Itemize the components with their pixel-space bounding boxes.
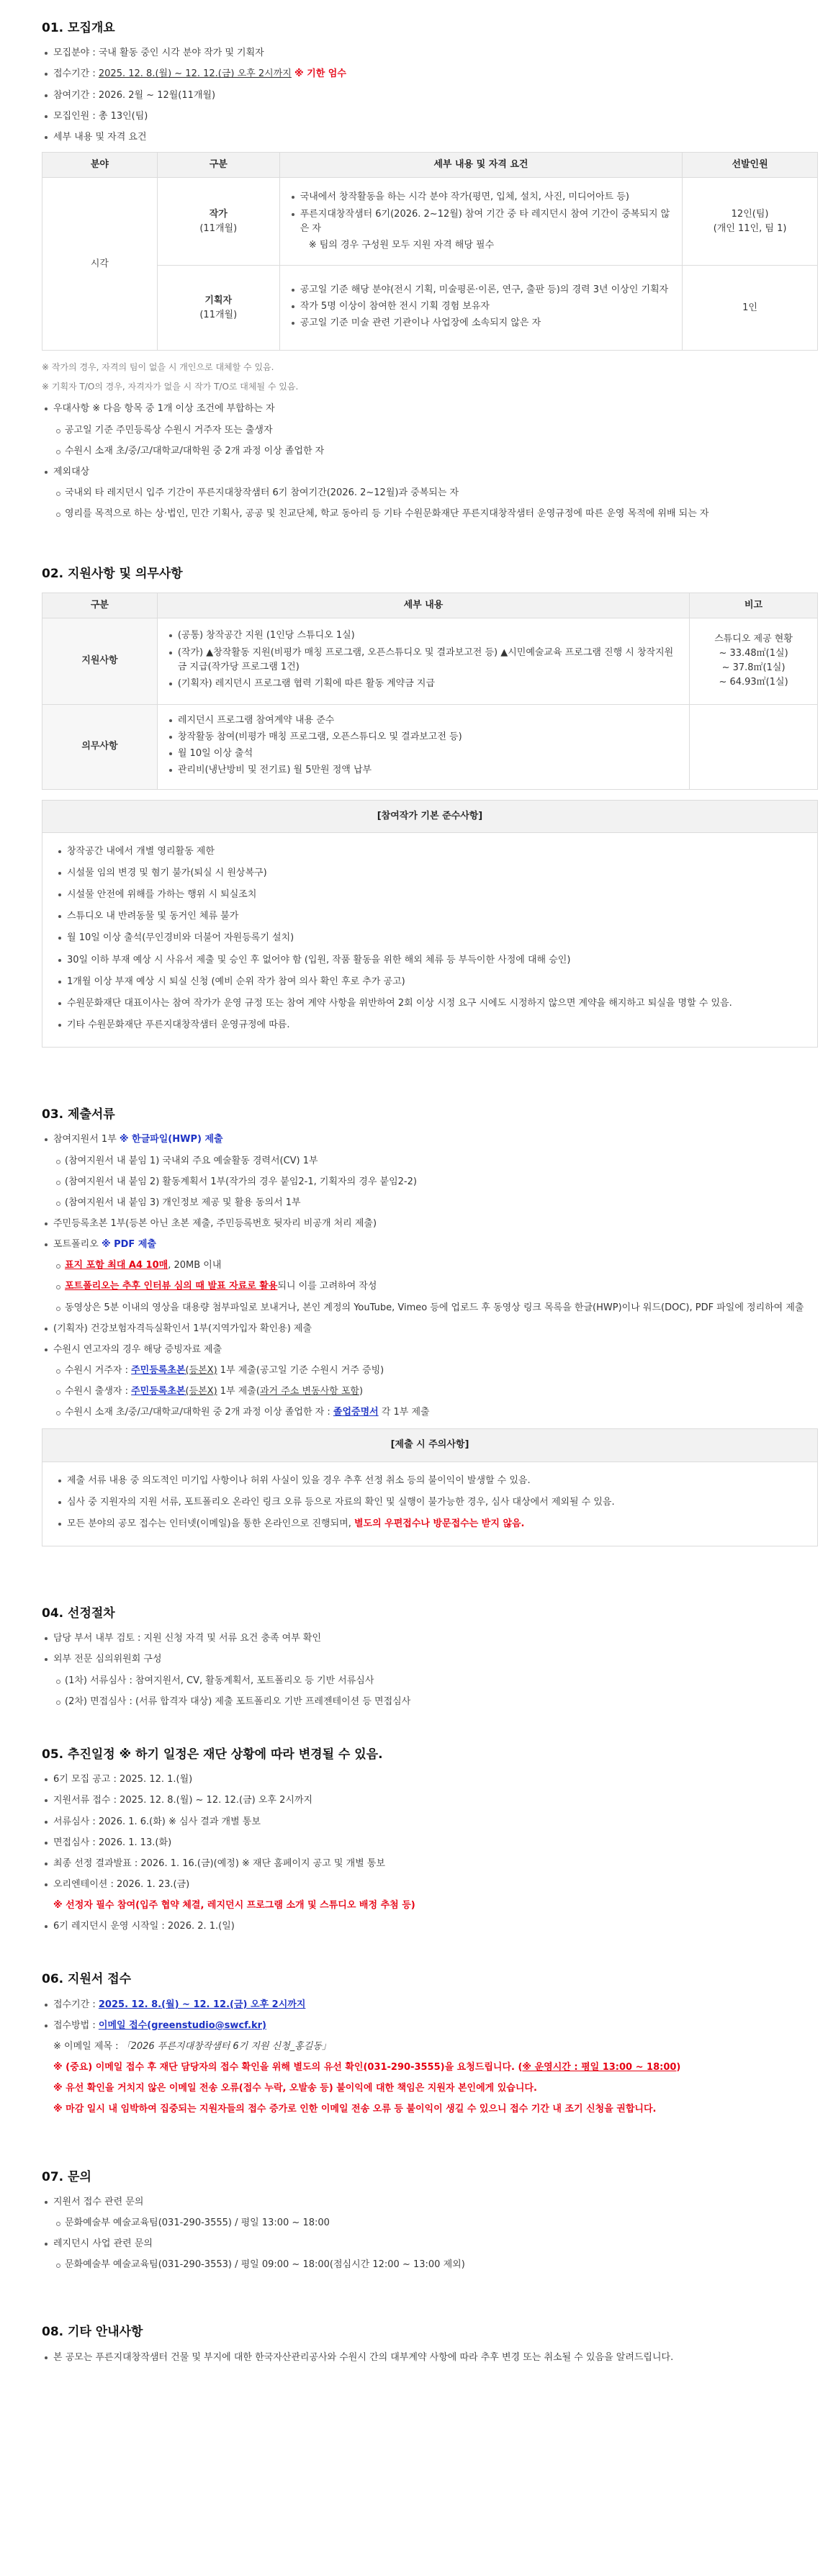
list-item: 제출 서류 내용 중 의도적인 미기입 사항이나 허위 사실이 있을 경우 추후 선정 취소 등의 불이익이 발생할 수 있음. <box>55 1474 804 1488</box>
table-header: 세부 내용 <box>157 593 689 618</box>
submission-caution-box <box>42 1428 818 1546</box>
section-title: 07. 문의 <box>42 2169 91 2184</box>
list-item: 월 10일 이상 출석(무인경비와 더불어 자원등록기 설치) <box>55 931 804 945</box>
list-item: 지원서류 접수 : 2025. 12. 8.(월) ~ 12. 12.(금) 오후 2시까지 <box>42 1793 814 1808</box>
list-item: 접수기간 : 2025. 12. 8.(월) ~ 12. 12.(금) 오후 2시까지 ※ 기한 엄수 <box>42 67 814 81</box>
list-item: 모집인원 : 총 13인(팀) <box>42 109 814 124</box>
warning: ※ 마감 일시 내 임박하여 집중되는 지원자들의 접수 증가로 인한 이메일 전송 오류 등 불이익이 생길 수 있으니 접수 기간 내 조기 신청을 권합니다. <box>53 2104 657 2115</box>
list-item: 창작공간 내에서 개별 영리활동 제한 <box>55 845 804 859</box>
table-row <box>42 266 818 351</box>
section-documents <box>42 1105 814 1546</box>
list-item: 모집분야 : 국내 활동 중인 시각 분야 작가 및 기획자 <box>42 46 814 60</box>
details-cell: 레지던시 프로그램 참여계약 내용 준수 창작활동 참여(비평가 매칭 프로그램, 오픈스튜디오 및 결과보고전 등) 월 10일 이상 출석 관리비(냉난방비 및 전기료) 월 5만원 정액 납부 <box>157 704 689 789</box>
list-item: 1개월 이상 부재 예상 시 퇴실 신청 (예비 순위 작가 참여 의사 확인 후로 추가 공고) <box>55 975 804 989</box>
pdf-highlight: ※ PDF 제출 <box>101 1239 156 1251</box>
list-item: 시설물 안전에 위해를 가하는 행위 시 퇴실조치 <box>55 888 804 902</box>
list-item: 6기 모집 공고 : 2025. 12. 1.(월) <box>42 1773 814 1787</box>
note-cell: 스튜디오 제공 현황 ~ 33.48㎡(1실) ~ 37.8㎡(1실) ~ 64.93㎡(1실) <box>690 618 818 704</box>
section-title: 04. 선정절차 <box>42 1606 115 1621</box>
count-cell: 12인(팀) (개인 11인, 팀 1) <box>683 178 818 266</box>
list-item: 포트폴리오 ※ PDF 제출 표지 포함 최대 A4 10매, 20MB 이내 포트폴리오는 추후 인터뷰 심의 때 발표 자료로 활용되니 이를 고려하여 작성 동영상은 5분 이내의 영상을 대용량 첨부파일로 보내거나, 본인 계정의 YouTube, Vimeo 등에 업로드 후 동영상 링크 목록을 한글(HWP)이나 워드(DOC), PDF 파일에 정리하여 제출 <box>42 1238 814 1315</box>
table-header: 선발인원 <box>683 153 818 178</box>
list-item: 서류심사 : 2026. 1. 6.(화) ※ 심사 결과 개별 통보 <box>42 1815 814 1829</box>
application-period: 2025. 12. 8.(월) ~ 12. 12.(금) 오후 2시까지 <box>98 1999 306 2010</box>
support-table <box>42 593 818 790</box>
section-title: 08. 기타 안내사항 <box>42 2325 143 2340</box>
deadline-flag: ※ 기한 엄수 <box>294 68 346 80</box>
section-title: 01. 모집개요 <box>42 21 115 35</box>
artist-rules-box <box>42 800 818 1048</box>
table-header: 비고 <box>690 593 818 618</box>
details-cell: (공통) 창작공간 지원 (1인당 스튜디오 1실) (작가) ▲창작활동 지원(비평가 매칭 프로그램, 오픈스튜디오 및 결과보고전 등) ▲시민예술교육 프로그램 진행 시 창작지원금 지급(작가당 프로그램 1건) (기획자) 레지던시 프로그램 협력 기획에 따른 활동 계약금 지급 <box>157 618 689 704</box>
box-title: [참여작가 기본 준수사항] <box>42 801 817 833</box>
list-item: 모든 분야의 공모 접수는 인터넷(이메일)을 통한 온라인으로 진행되며, 별도의 우편접수나 방문접수는 받지 않음. <box>55 1517 804 1531</box>
section-title: 03. 제출서류 <box>42 1107 115 1122</box>
orientation-warning: ※ 선정자 필수 참여(입주 협약 체결, 레지던시 프로그램 소개 및 스튜디오 배정 추첨 등) <box>53 1900 415 1911</box>
list-item: 본 공모는 푸른지대창작샘터 건물 및 부지에 대한 한국자산관리공사와 수원시 간의 대부계약 사항에 따라 추후 변경 또는 취소될 수 있음을 알려드립니다. <box>42 2351 814 2365</box>
list-item: 우대사항 ※ 다음 항목 중 1개 이상 조건에 부합하는 자 공고일 기준 주민등록상 수원시 거주자 또는 출생자 수원시 소재 초/중/고/대학교/대학원 중 2개 과정 이상 졸업한 자 <box>42 402 814 458</box>
count-cell: 1인 <box>683 266 818 351</box>
list-item: 30일 이하 부재 예상 시 사유서 제출 및 승인 후 없어야 함 (입원, 작품 활동을 위한 해외 체류 등 부득이한 사정에 대해 승인) <box>55 953 804 968</box>
list-item: 면접심사 : 2026. 1. 13.(화) <box>42 1836 814 1850</box>
table-header: 구분 <box>157 153 279 178</box>
section-schedule <box>42 1745 814 1934</box>
period-value: 2025. 12. 8.(월) ~ 12. 12.(금) 오후 2시까지 <box>98 68 292 80</box>
list-item: 스튜디오 내 반려동물 및 동거인 체류 불가 <box>55 909 804 924</box>
type-cell: 기획자 (11개월) <box>157 266 279 351</box>
list-item: 기타 수원문화재단 푸른지대창작샘터 운영규정에 따름. <box>55 1018 804 1032</box>
details-cell: 국내에서 창작활동을 하는 시각 분야 작가(평면, 입체, 설치, 사진, 미디어아트 등) 푸른지대창작샘터 6기(2026. 2~12월) 참여 기간 중 타 레지던시 참여 기간이 중복되지 않은 자 ※ 팀의 경우 구성원 모두 지원 자격 해당 필수 <box>279 178 682 266</box>
table-row <box>42 704 818 789</box>
section-overview <box>42 19 814 521</box>
table-header: 세부 내용 및 자격 요건 <box>279 153 682 178</box>
details-cell: 공고일 기준 해당 분야(전시 기획, 미술평론·이론, 연구, 출판 등)의 경력 3년 이상인 기획자 작가 5명 이상이 참여한 전시 기획 경험 보유자 공고일 기준 미술 관련 기관이나 사업장에 소속되지 않은 자 <box>279 266 682 351</box>
section-title: 06. 지원서 접수 <box>42 1972 132 1987</box>
application-email-link[interactable]: 이메일 접수(greenstudio@swcf.kr) <box>98 2019 266 2031</box>
section-contact <box>42 2168 814 2273</box>
list-item: 접수방법 : 이메일 접수(greenstudio@swcf.kr) <box>42 2019 814 2033</box>
table-header: 분야 <box>42 153 158 178</box>
table-header: 구분 <box>42 593 158 618</box>
box-title: [제출 시 주의사항] <box>42 1429 817 1462</box>
list-item: (기획자) 건강보험자격득실확인서 1부(지역가입자 확인용) 제출 <box>42 1322 814 1336</box>
type-cell: 작가 (11개월) <box>157 178 279 266</box>
category-cell: 지원사항 <box>42 618 158 704</box>
field-cell: 시각 <box>42 178 158 351</box>
eligibility-table <box>42 152 818 351</box>
list-item: 레지던시 사업 관련 문의 문화예술부 예술교육팀(031-290-3553) / 평일 09:00 ~ 18:00(점심시간 12:00 ~ 13:00 제외) <box>42 2237 814 2272</box>
email-subject-note: ※ 이메일 제목 : 「2026 푸른지대창작샘터 6기 지원 신청_홍길동」 <box>53 2040 331 2052</box>
list-item: 지원서 접수 관련 문의 문화예술부 예술교육팀(031-290-3555) / 평일 13:00 ~ 18:00 <box>42 2195 814 2230</box>
table-row <box>42 178 818 266</box>
section-title: 05. 추진일정 ※ 하기 일정은 재단 상황에 따라 변경될 수 있음. <box>42 1747 383 1762</box>
note-cell <box>690 704 818 789</box>
list-item: 최종 선정 결과발표 : 2026. 1. 16.(금)(예정) ※ 재단 홈페이지 공고 및 개별 통보 <box>42 1857 814 1871</box>
list-item: 심사 중 지원자의 지원 서류, 포트폴리오 온라인 링크 오류 등으로 자료의 확인 및 실행이 불가능한 경우, 심사 대상에서 제외될 수 있음. <box>55 1495 804 1510</box>
list-item: 제외대상 국내외 타 레지던시 입주 기간이 푸른지대창작샘터 6기 참여기간(2026. 2~12월)과 중복되는 자 영리를 목적으로 하는 상·법인, 민간 기획사, 공공 및 친교단체, 학교 동아리 등 기타 수원문화재단 푸른지대창작샘터 운영규정에 따른 운영 목적에 위배 되는 자 <box>42 465 814 521</box>
section-etc <box>42 2323 814 2364</box>
list-item: 수원문화재단 대표이사는 참여 작가가 운영 규정 또는 참여 계약 사항을 위반하여 2회 이상 시정 요구 시에도 시정하지 않으면 계약을 해지하고 퇴실을 명할 수 있음. <box>55 996 804 1011</box>
table-row <box>42 618 818 704</box>
section-title: 02. 지원사항 및 의무사항 <box>42 567 183 582</box>
list-item: 수원시 연고자의 경우 해당 증빙자료 제출 수원시 거주자 : 주민등록초본(등본X) 1부 제출(공고일 기준 수원시 거주 증빙) 수원시 출생자 : 주민등록초본(등본X) 1부 제출(과거 주소 변동사항 포함) 수원시 소재 초/중/고/대학교/대학원 중 2개 과정 이상 졸업한 자 : 졸업증명서 각 1부 제출 <box>42 1343 814 1420</box>
category-cell: 의무사항 <box>42 704 158 789</box>
list-item: 시설물 임의 변경 및 혐기 불가(퇴실 시 원상복구) <box>55 866 804 881</box>
list-item: 담당 부서 내부 검토 : 지원 신청 자격 및 서류 요건 충족 여부 확인 <box>42 1631 814 1646</box>
list-item: 주민등록초본 1부(등본 아닌 초본 제출, 주민등록번호 뒷자리 비공개 처리 제출) <box>42 1217 814 1231</box>
list-item: 오리엔테이션 : 2026. 1. 23.(금) <box>42 1878 814 1892</box>
note: ※ 기획자 T/O의 경우, 자격자가 없을 시 작가 T/O로 대체될 수 있음. <box>42 381 299 392</box>
list-item: 6기 레지던시 운영 시작일 : 2026. 2. 1.(일) <box>42 1919 814 1934</box>
list-item: 참여지원서 1부 ※ 한글파일(HWP) 제출 (참여지원서 내 붙임 1) 국내외 주요 예술활동 경력서(CV) 1부 (참여지원서 내 붙임 2) 활동계획서 1부(작가의 경우 붙임2-1, 기획자의 경우 붙임2-2) (참여지원서 내 붙임 3) 개인정보 제공 및 활용 동의서 1부 <box>42 1132 814 1210</box>
section-selection <box>42 1604 814 1709</box>
important-warning: ※ (중요) 이메일 접수 후 재단 담당자의 접수 확인을 위해 별도의 유선 확인(031-290-3555)을 요청드립니다. (※ 운영시간 : 평일 13:00 ~ 18:00) <box>53 2062 681 2073</box>
list-item: 세부 내용 및 자격 요건 <box>42 130 814 145</box>
note: ※ 작가의 경우, 자격의 팀이 없을 시 개인으로 대체할 수 있음. <box>42 362 274 373</box>
warning: ※ 유선 확인을 거치지 않은 이메일 전송 오류(접수 누락, 오발송 등) 불이익에 대한 책임은 지원자 본인에게 있습니다. <box>53 2083 537 2094</box>
list-item: 참여기간 : 2026. 2월 ~ 12월(11개월) <box>42 89 814 103</box>
list-item: 외부 전문 심의위원회 구성 (1차) 서류심사 : 참여지원서, CV, 활동계획서, 포트폴리오 등 기반 서류심사 (2차) 면접심사 : (서류 합격자 대상) 제출 포트폴리오 기반 프레젠테이션 등 면접심사 <box>42 1652 814 1708</box>
section-application <box>42 1970 814 2117</box>
hwp-highlight: ※ 한글파일(HWP) 제출 <box>119 1134 223 1145</box>
list-item: 접수기간 : 2025. 12. 8.(월) ~ 12. 12.(금) 오후 2시까지 <box>42 1998 814 2012</box>
section-support <box>42 564 814 1048</box>
